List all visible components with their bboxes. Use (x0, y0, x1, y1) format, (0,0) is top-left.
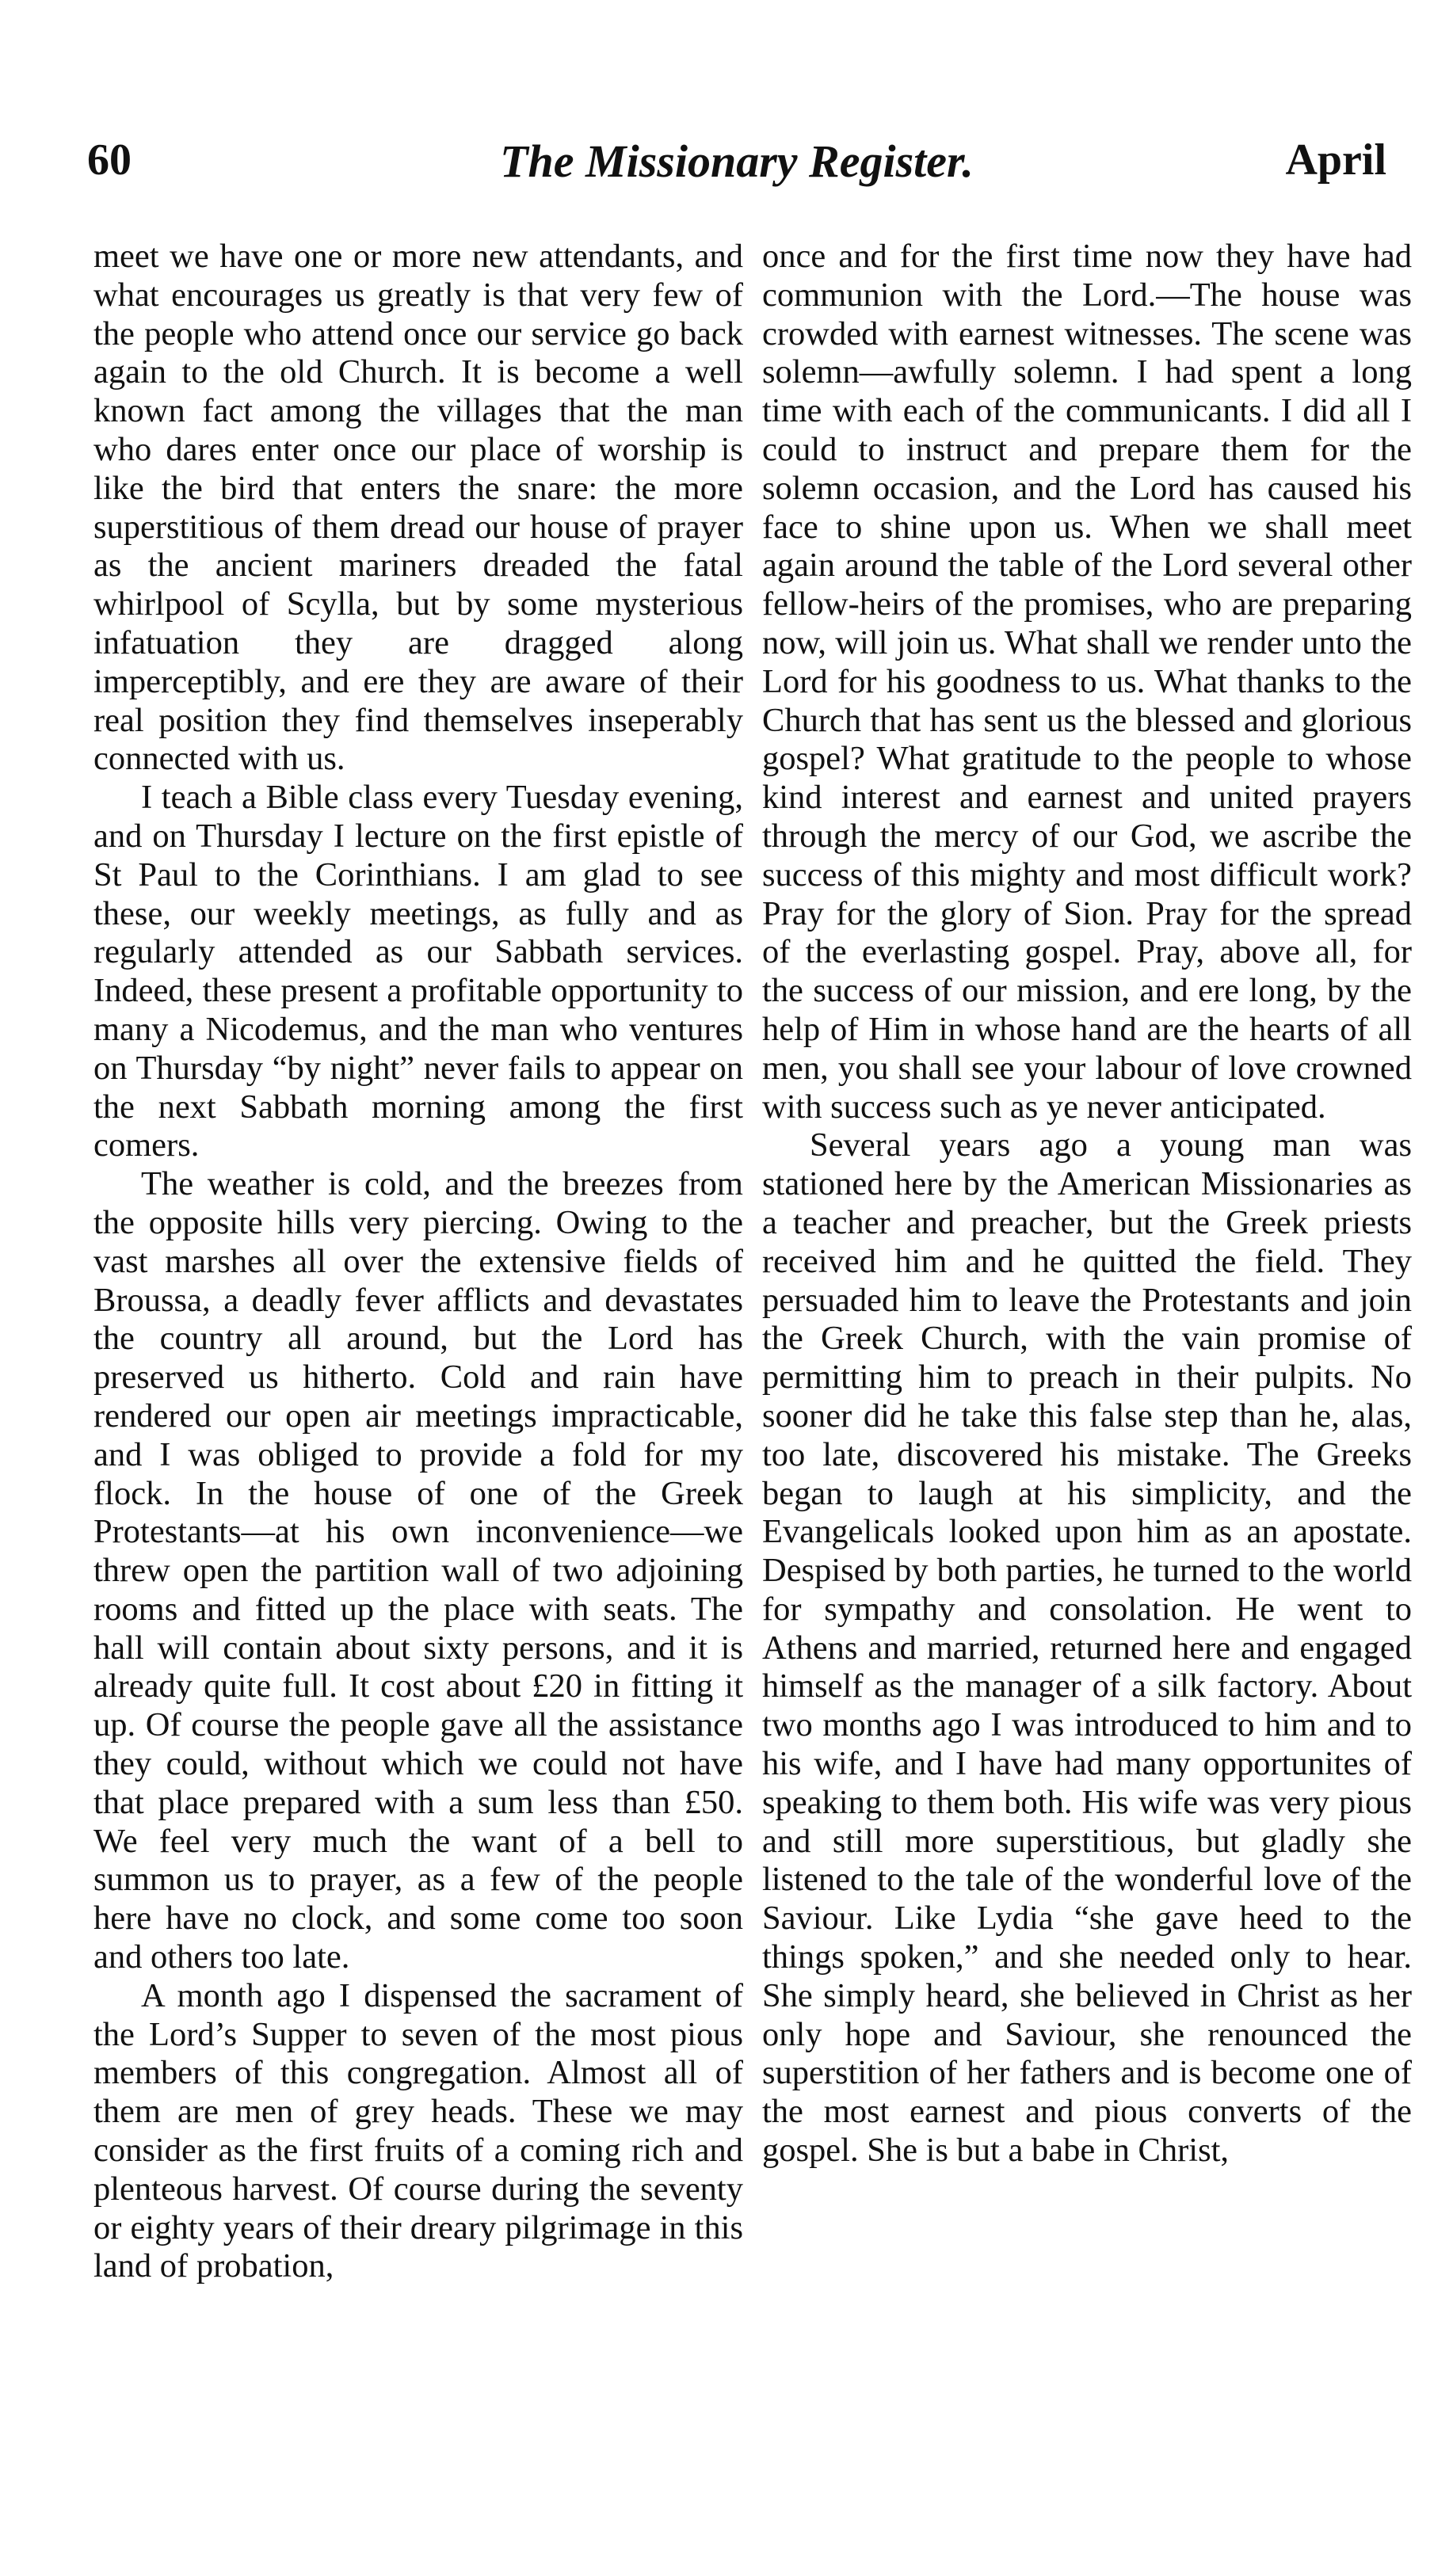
page-number: 60 (87, 135, 132, 185)
paragraph: I teach a Bible class every Tuesday evening, and on Thursday I lecture on the first epistle of St Paul to the Corinthians. I am glad to see these, our weekly meetings, as fully and as regularly attended as our Sabbath services. Indeed, these present a profitable opportunity to many a Nicodemus, and the man who ventures on Thursday “by night” never fails to appear on the next Sabbath morning among the first comers. (93, 779, 743, 1164)
paragraph: Several years ago a young man was stationed here by the American Missionaries as a teacher and preacher, but the Greek priests received him and he quitted the field. They persuaded him to leave the Protestants and join the Greek Church, with the vain promise of permitting him to preach in their pulpits. No sooner did he take this false step than he, alas, too late, discovered his mistake. The Greeks began to laugh at his simplicity, and the Evangelicals looked upon him as an apostate. Despised by both parties, he turned to the world for sympathy and consolation. He went to Athens and married, returned here and engaged himself as the manager of a silk factory. About two months ago I was introduced to him and to his wife, and I have had many opportunites of speaking to them both. His wife was very pious and still more superstitious, but gladly she listened to the tale of the wonderful love of the Saviour. Like Lydia “she gave heed to the things spoken,” and she needed only to hear. She simply heard, she believed in Christ as her only hope and Saviour, she renounced the superstition of her fathers and is become one of the most earnest and pious converts of the gospel. She is but a babe in Christ, (762, 1126, 1412, 2170)
paragraph: A month ago I dispensed the sacrament of the Lord’s Supper to seven of the most pious members of this congregation. Almost all of them are men of grey heads. These we may consider as the first fruits of a coming rich and plenteous harvest. Of course during the seventy or eighty years of their dreary pilgrimage in this land of probation, (93, 1976, 743, 2285)
running-title: The Missionary Register. (500, 135, 974, 187)
paragraph: meet we have one or more new attendants, and what encourages us greatly is that very few of the people who attend once our service go back again to the old Church. It is become a well known fact among the villages that the man who dares enter once our place of worship is like the bird that enters the snare: the more superstitious of them dread our house of prayer as the ancient mariners dreaded the fatal whirlpool of Scylla, but by some mysterious infatuation they are dragged along imperceptibly, and ere they are aware of their real position they find themselves inseperably connected with us. (93, 238, 743, 778)
paragraph: once and for the first time now they have had communion with the Lord.—The house was crowded with earnest witnesses. The scene was solemn—awfully solemn. I had spent a long time with each of the communicants. I did all I could to instruct and prepare them for the solemn occasion, and the Lord has caused his face to shine upon us. When we shall meet again around the table of the Lord several other fellow-heirs of the promises, who are preparing now, will join us. What shall we render unto the Lord for his goodness to us. What thanks to the Church that has sent us the blessed and glorious gospel? What gratitude to the people to whose kind interest and earnest and united prayers through the mercy of our God, we ascribe the success of this mighty and most difficult work? Pray for the glory of Sion. Pray for the spread of the everlasting gospel. Pray, above all, for the success of our mission, and ere long, by the help of Him in whose hand are the hearts of all men, you shall see your labour of love crowned with success such as ye never anticipated. (762, 238, 1412, 1126)
page-header (87, 135, 1386, 206)
column-gutter (742, 238, 743, 2535)
paragraph: The weather is cold, and the breezes from the opposite hills very piercing. Owing to the vast marshes all over the extensive fields of Broussa, a deadly fever afflicts and devastates the country all around, but the Lord has preserved us hitherto. Cold and rain have rendered our open air meetings impracticable, and I was obliged to provide a fold for my flock. In the house of one of the Greek Protestants—at his own inconvenience—we threw open the partition wall of two adjoining rooms and fitted up the place with seats. The hall will contain about sixty persons, and it is already quite full. It cost about £20 in fitting it up. Of course the people gave all the assistance they could, without which we could not have that place prepared with a sum less than £50. We feel very much the want of a bell to summon us to prayer, as a few of the people here have no clock, and some come too soon and others too late. (93, 1165, 743, 1976)
right-column (762, 238, 1412, 2551)
running-month: April (1285, 135, 1386, 185)
left-column (93, 238, 743, 2551)
